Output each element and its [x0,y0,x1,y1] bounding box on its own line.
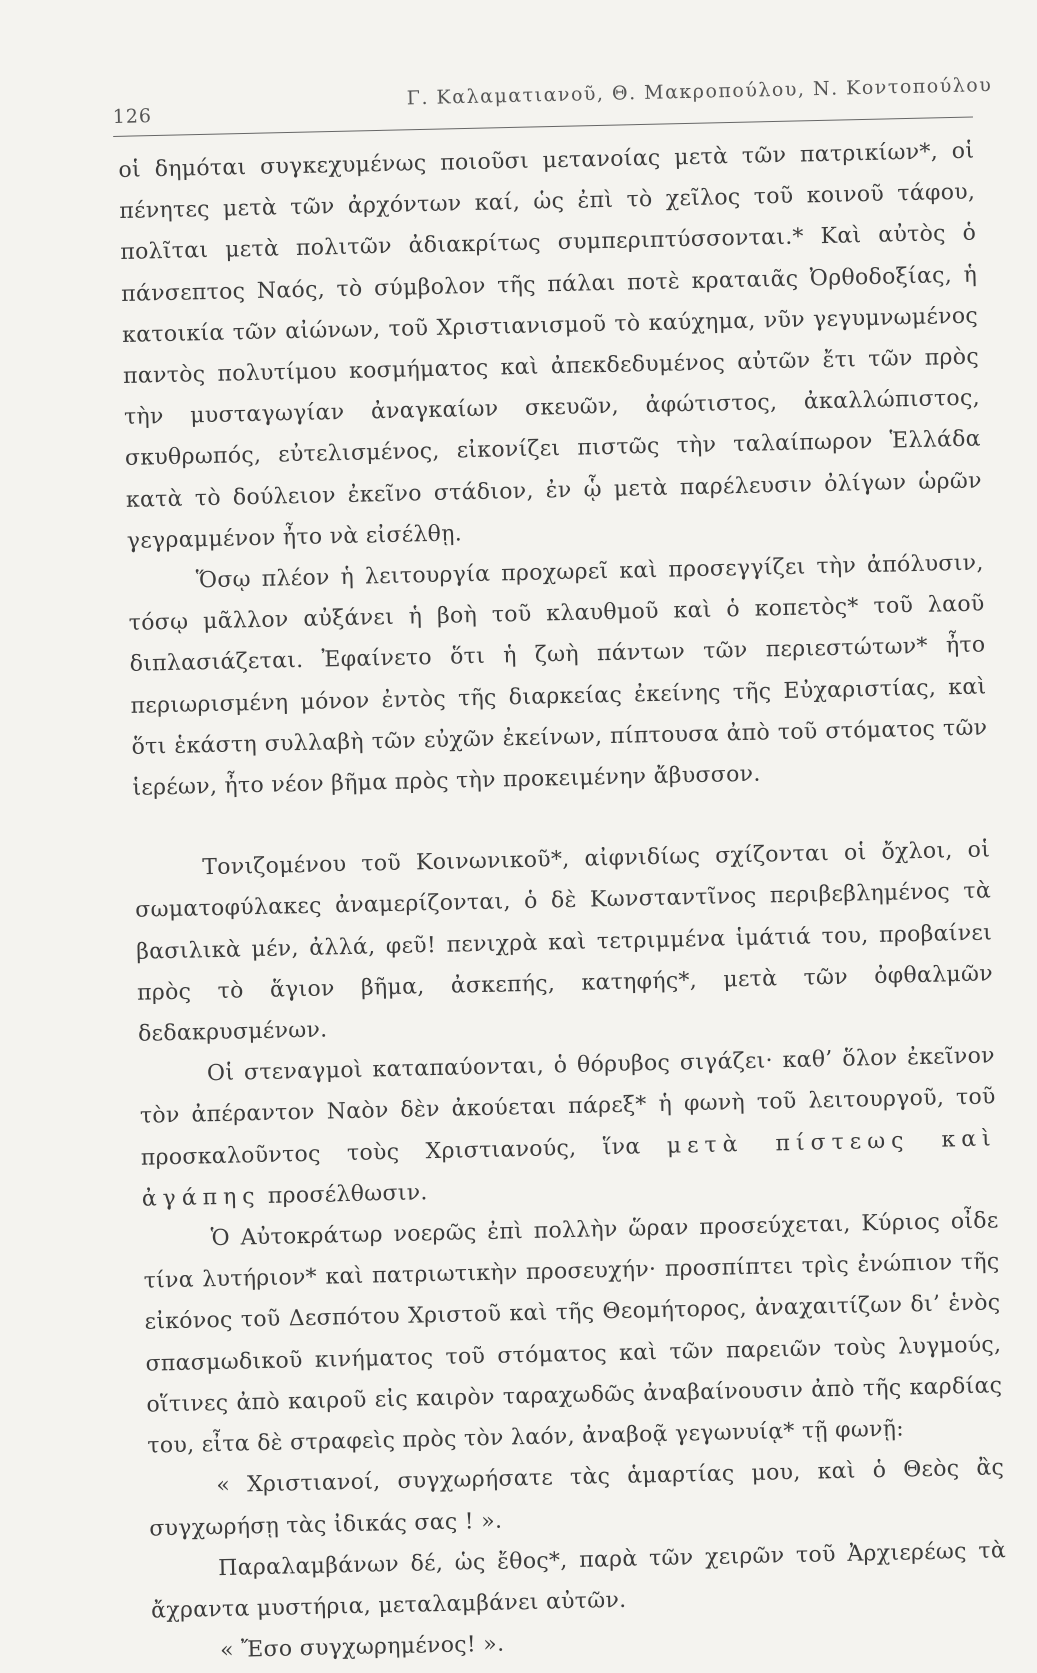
paragraph-6-quote: « Χριστιανοί, συγχωρήσατε τὰς ἁμαρτίας μου, καὶ ὁ Θεὸς ἂς συγχωρήσῃ τὰς ἰδικάς σας ! ». [149,1455,1005,1542]
page-number: 126 [112,105,153,128]
page-header [112,64,993,136]
paragraph-2: Ὅσῳ πλέον ἡ λειτουργία προχωρεῖ καὶ προσεγγίζει τὴν ἀπόλυσιν, τόσῳ μᾶλλον αὐξάνει ἡ βοὴ τοῦ κλαυθμοῦ καὶ ὁ κοπετὸς* τοῦ λαοῦ διπλασιάζεται. Ἐφαίνετο ὅτι ἡ ζωὴ πάντων τῶν περιεστώτων* ἦτο περιωρισμένη μόνον ἐντὸς τῆς διαρκείας ἐκείνης τῆς Εὐχαριστίας, καὶ ὅτι ἑκάστη συλλαβὴ τῶν εὐχῶν ἐκείνων, πίπτουσα ἀπὸ τοῦ στόματος τῶν ἱερέων, ἦτο νέον βῆμα πρὸς τὴν προκειμένην ἄβυσσον. [128,550,988,801]
paragraph-1: οἱ δημόται συγκεχυμένως ποιοῦσι μετανοίας μετὰ τῶν πατρικίων*, οἱ πένητες μετὰ τῶν ἀρχόντων καί, ὡς ἐπὶ τὸ χεῖλος τοῦ κοινοῦ τάφου, πολῖται μετὰ πολιτῶν ἀδιακρίτως συμπεριπτύσσονται.* Καὶ αὐτὸς ὁ πάνσεπτος Ναός, τὸ σύμβολον τῆς πάλαι ποτὲ κραταιᾶς Ὀρθοδοξίας, ἡ κατοικία τῶν αἰώνων, τοῦ Χριστιανισμοῦ τὸ καύχημα, νῦν γεγυμνωμένος παντὸς πολυτίμου κοσμήματος καὶ ἀπεκδεδυμένος αὐτῶν ἔτι τῶν πρὸς τὴν μυσταγωγίαν ἀναγκαίων σκευῶν, ἀφώτιστος, ἀκαλλώπιστος, σκυθρωπός, εὐτελισμένος, εἰκονίζει πιστῶς τὴν ταλαίπωρον Ἑλλάδα κατὰ τὸ δούλειον ἐκεῖνο στάδιον, ἐν ᾧ μετὰ παρέλευσιν ὀλίγων ὡρῶν γεγραμμένον ἦτο νὰ εἰσέλθῃ. [118,138,983,554]
running-head-authors: Γ. Καλαματιανοῦ, Θ. Μακροπούλου, Ν. Κοντοπούλου [406,74,993,110]
paragraph-4-end: προσέλθωσιν. [260,1180,428,1209]
body-text [118,131,1008,1673]
paragraph-4 [139,1036,999,1220]
spaced-emphasis-text: μετὰ πίστεως καὶ ἀγάπης [141,1125,997,1212]
paragraph-7: Παραλαμβάνων δέ, ὡς ἔθος*, παρὰ τῶν χειρῶν τοῦ Ἀρχιερέως τὰ ἄχραντα μυστήρια, μεταλαμβάνει αὐτῶν. [150,1537,1007,1624]
paragraph-5: Ὁ Αὐτοκράτωρ νοερῶς ἐπὶ πολλὴν ὥραν προσεύχεται, Κύριος οἶδε τίνα λυτήριον* καὶ πατριωτικὴν προσευχήν· προσπίπτει τρὶς ἐνώπιον τῆς εἰκόνος τοῦ Δεσπότου Χριστοῦ καὶ τῆς Θεομήτορος, ἀναχαιτίζων δι’ ἑνὸς σπασμωδικοῦ κινήματος τοῦ στόματος καὶ τῶν παρειῶν τοὺς λυγμούς, οἵτινες ἀπὸ καιροῦ εἰς καιρὸν ταραχωδῶς ἀναβαίνουσιν ἀπὸ τῆς καρδίας του, εἶτα δὲ στραφεὶς πρὸς τὸν λαόν, ἀναβοᾷ γεγωνυίᾳ* τῇ φωνῇ: [143,1208,1003,1459]
paragraph-3: Τονιζομένου τοῦ Κοινωνικοῦ*, αἰφνιδίως σχίζονται οἱ ὄχλοι, οἱ σωματοφύλακες ἀναμερίζονται, ὁ δὲ Κωνσταντῖνος περιβεβλημένος τὰ βασιλικὰ μέν, ἀλλά, φεῦ! πενιχρὰ καὶ τετριμμένα ἱμάτιά του, προβαίνει πρὸς τὸ ἅγιον βῆμα, ἀσκεπής, κατηφής*, μετὰ τῶν ὀφθαλμῶν δεδακρυσμένων. [134,837,994,1047]
paragraph-8-quote: « Ἔσο συγχωρημένος! ». [219,1631,505,1664]
paragraph-4-start: Οἱ στεναγμοὶ καταπαύονται, ὁ θόρυβος σιγάζει· καθ’ ὅλον ἐκεῖνον τὸν ἀπέραντον Ναὸν δὲν ἀκούεται πάρεξ* ἡ φωνὴ τοῦ λειτουργοῦ, τοῦ προσκαλοῦντος τοὺς Χριστιανούς, ἵνα [139,1043,997,1171]
